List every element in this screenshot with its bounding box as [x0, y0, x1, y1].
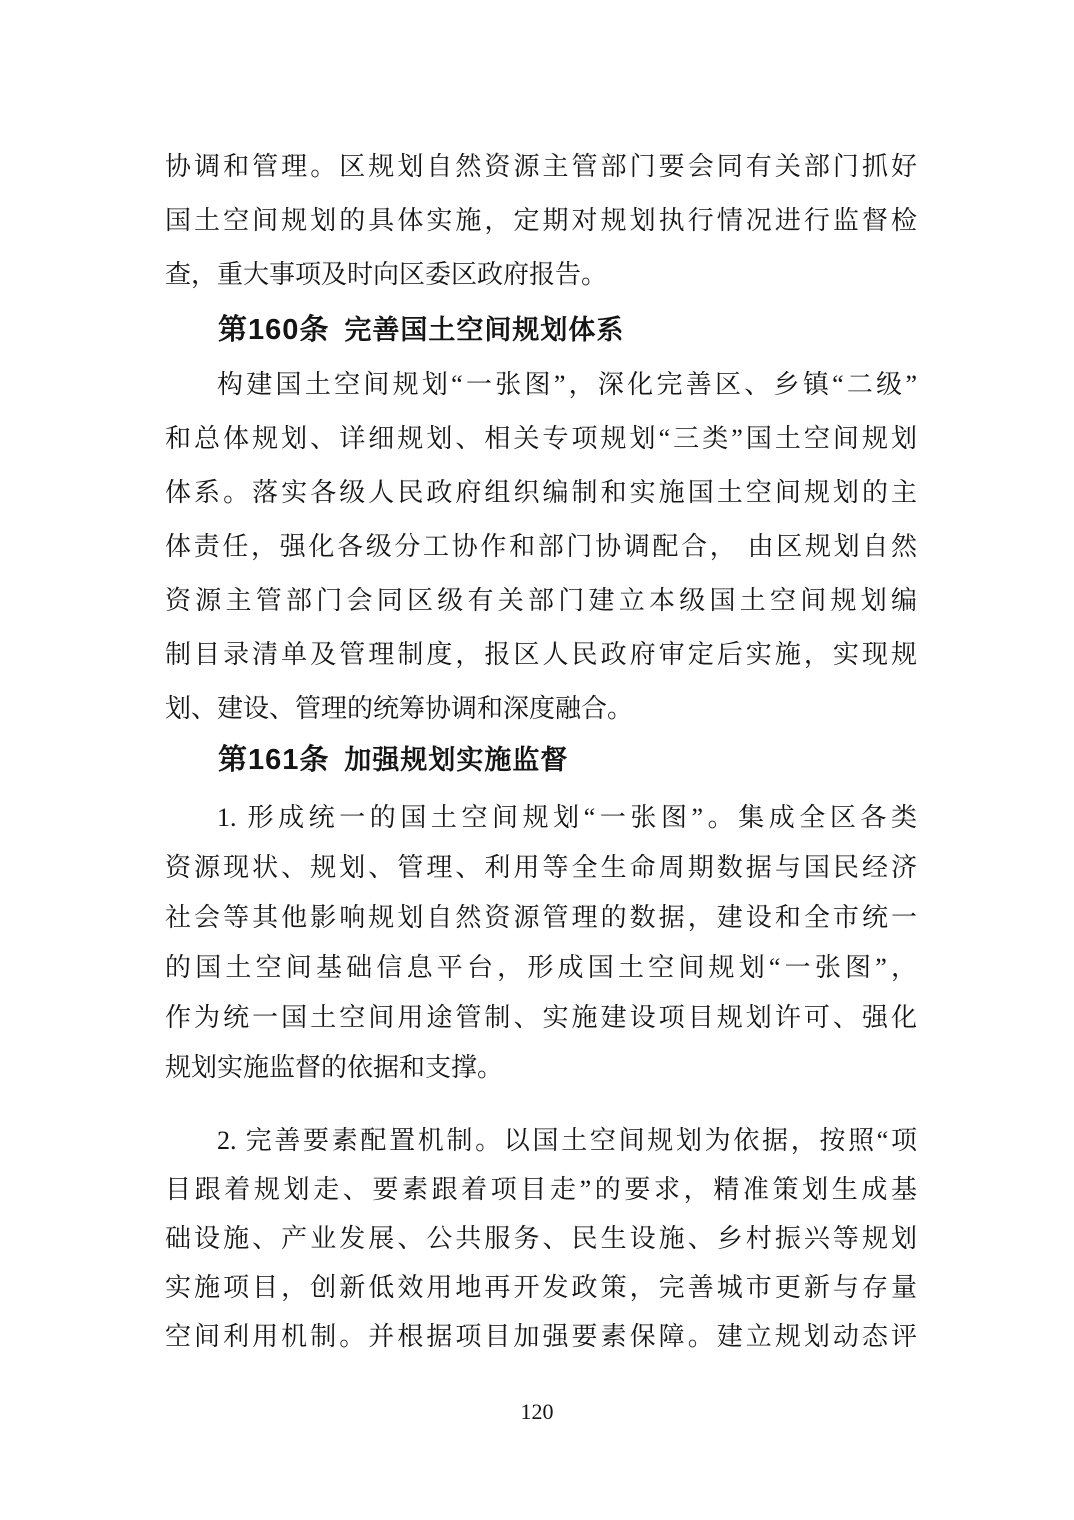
article-161-heading	[218, 733, 568, 792]
article-161-number: 第161条	[218, 744, 330, 776]
text-line: 体责任，强化各级分工协作和部门协调配合， 由区规划自然	[165, 532, 917, 561]
text-line: 制目录清单及管理制度，报区人民政府审定后实施，实现规	[165, 640, 917, 669]
text-line: 实施项目，创新低效用地再开发政策，完善城市更新与存量	[165, 1273, 917, 1302]
page-number: 120	[520, 1399, 554, 1424]
article-160-heading	[218, 303, 624, 362]
text-line: 空间利用机制。并根据项目加强要素保障。建立规划动态评	[165, 1322, 917, 1351]
text-line: 国土空间规划的具体实施，定期对规划执行情况进行监督检	[165, 206, 917, 235]
article-160-title: 完善国土空间规划体系	[344, 315, 625, 345]
text-line: 的国土空间基础信息平台，形成国土空间规划“一张图”，	[165, 953, 917, 982]
text-line: 社会等其他影响规划自然资源管理的数据，建设和全市统一	[165, 903, 917, 932]
text-line: 目跟着规划走、要素跟着项目走”的要求，精准策划生成基	[165, 1175, 917, 1204]
text-line: 础设施、产业发展、公共服务、民生设施、乡村振兴等规划	[165, 1224, 917, 1253]
text-line: 2. 完善要素配置机制。以国土空间规划为依据，按照“项	[217, 1126, 917, 1155]
article-161-title: 加强规划实施监督	[344, 745, 569, 775]
text-line: 规划实施监督的依据和支撑。	[165, 1053, 504, 1082]
article-160-number: 第160条	[218, 314, 330, 346]
text-line: 1. 形成统一的国土空间规划“一张图”。集成全区各类	[217, 803, 917, 832]
paragraph-article-160-body	[165, 358, 917, 736]
text-line: 协调和管理。区规划自然资源主管部门要会同有关部门抓好	[165, 152, 917, 181]
text-line: 资源主管部门会同区级有关部门建立本级国土空间规划编	[165, 586, 917, 615]
text-line: 资源现状、规划、管理、利用等全生命周期数据与国民经济	[165, 853, 917, 882]
text-line: 作为统一国土空间用途管制、实施建设项目规划许可、强化	[165, 1003, 917, 1032]
text-line: 划、建设、管理的统筹协调和深度融合。	[165, 694, 634, 723]
paragraph-article-161-item-1	[165, 793, 917, 1093]
text-line: 和总体规划、详细规划、相关专项规划“三类”国土空间规划	[165, 424, 917, 453]
paragraph-article-161-item-2	[165, 1116, 917, 1361]
text-line: 构建国土空间规划“一张图”，深化完善区、乡镇“二级”	[217, 370, 917, 399]
paragraph-intro-continuation	[165, 140, 917, 302]
text-line: 查，重大事项及时向区委区政府报告。	[165, 260, 608, 289]
text-line: 体系。落实各级人民政府组织编制和实施国土空间规划的主	[165, 478, 917, 507]
